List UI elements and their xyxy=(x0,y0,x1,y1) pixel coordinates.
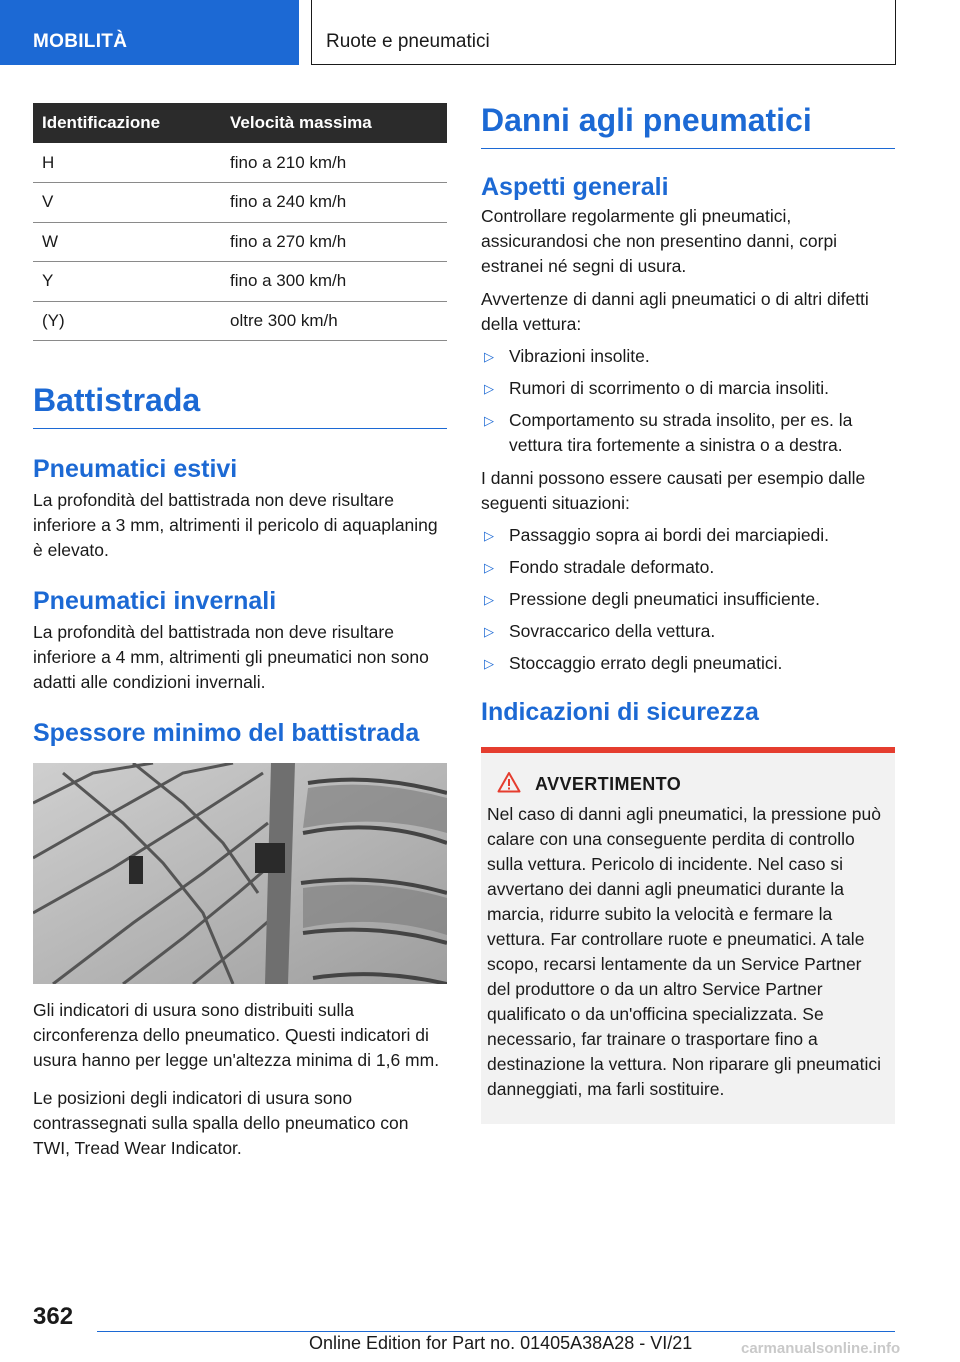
bullet-triangle-icon: ▷ xyxy=(484,559,494,575)
watermark-logo: carmanualsonline.info xyxy=(741,1340,901,1357)
damage-causes-intro: I danni possono essere causati per esempio dalle seguenti situazioni: xyxy=(481,467,866,513)
tread-heading: Battistrada xyxy=(33,383,447,429)
table-cell: H xyxy=(33,143,220,183)
table-cell: (Y) xyxy=(33,301,220,341)
min-tread-heading: Spessore minimo del battistrada xyxy=(33,718,420,747)
table-row xyxy=(33,222,447,262)
list-item: ▷ Passaggio sopra ai bordi dei marciapiedi. xyxy=(481,523,895,548)
table-cell: fino a 270 km/h xyxy=(220,222,447,262)
section-title: MOBILITÀ xyxy=(33,31,128,52)
list-item: ▷ Comportamento su strada insolito, per es. la vettura tira fortemente a sinistra o a destra. xyxy=(484,409,853,455)
general-aspects-heading: Aspetti generali xyxy=(481,173,669,202)
list-item: ▷ Vibrazioni insolite. xyxy=(481,344,895,369)
table-row xyxy=(33,183,447,223)
table-cell: Y xyxy=(33,262,220,302)
bullet-triangle-icon: ▷ xyxy=(484,591,494,607)
table-header-cell: Identificazione xyxy=(33,103,220,143)
table-cell: fino a 300 km/h xyxy=(220,262,447,302)
damage-signs-intro: Avvertenze di danni agli pneumatici o di altri difetti della vettura: xyxy=(481,288,869,334)
table-cell: fino a 240 km/h xyxy=(220,183,447,223)
table-row xyxy=(33,143,447,183)
min-tread-text-1: Gli indicatori di usura sono distribuiti sulla circonferenza dello pneumatico. Questi indicatori di usura hanno per legge un'altezza minima di 1,6 mm. xyxy=(33,1000,440,1071)
right-column xyxy=(481,103,895,1124)
list-item: ▷ Sovraccarico della vettura. xyxy=(481,619,895,644)
tyre-damage-heading: Danni agli pneumatici xyxy=(481,103,895,149)
warning-title: AVVERTIMENTO xyxy=(535,773,682,794)
warning-header xyxy=(487,771,885,798)
left-column xyxy=(33,103,447,1161)
edition-text: Online Edition for Part no. 01405A38A28 - VI/21 xyxy=(309,1333,693,1353)
safety-heading: Indicazioni di sicurezza xyxy=(481,697,759,726)
footer-divider xyxy=(97,1331,895,1332)
summer-tyres-heading: Pneumatici estivi xyxy=(33,455,238,484)
bullet-triangle-icon: ▷ xyxy=(484,348,494,364)
section-tab xyxy=(0,0,299,65)
chapter-tab xyxy=(311,0,896,65)
bullet-triangle-icon: ▷ xyxy=(484,380,494,396)
bullet-triangle-icon: ▷ xyxy=(484,655,494,671)
table-cell: W xyxy=(33,222,220,262)
bullet-triangle-icon: ▷ xyxy=(484,412,494,428)
bullet-triangle-icon: ▷ xyxy=(484,623,494,639)
warning-box xyxy=(481,747,895,1124)
winter-tyres-heading: Pneumatici invernali xyxy=(33,586,277,615)
table-cell: V xyxy=(33,183,220,223)
min-tread-text-2: Le posizioni degli indicatori di usura sono contrassegnati sulla spalla dello pneumatico con TWI, Tread Wear Indicator. xyxy=(33,1088,409,1159)
table-cell: fino a 210 km/h xyxy=(220,143,447,183)
list-item: ▷ Pressione degli pneumatici insufficiente. xyxy=(481,587,895,612)
table-row xyxy=(33,301,447,341)
damage-signs-list xyxy=(481,344,895,458)
summer-tyres-text: La profondità del battistrada non deve risultare inferiore a 3 mm, altrimenti il pericolo di aquaplaning è elevato. xyxy=(33,489,438,560)
damage-causes-list xyxy=(481,523,895,676)
list-item: ▷ Fondo stradale deformato. xyxy=(481,555,895,580)
chapter-title: Ruote e pneumatici xyxy=(326,31,490,52)
bullet-triangle-icon: ▷ xyxy=(484,527,494,543)
page-number: 362 xyxy=(33,1303,74,1330)
table-cell: oltre 300 km/h xyxy=(220,301,447,341)
list-item: ▷ Stoccaggio errato degli pneumatici. xyxy=(481,651,895,676)
tread-wear-indicator-image xyxy=(33,763,447,984)
table-header-cell: Velocità massima xyxy=(220,103,447,143)
speed-rating-table xyxy=(33,103,447,341)
general-aspects-text: Controllare regolarmente gli pneumatici, assicurandosi che non presentino danni, corpi estranei né segni di usura. xyxy=(481,205,838,276)
warning-triangle-icon xyxy=(497,771,521,798)
warning-text: Nel caso di danni agli pneumatici, la pressione può calare con una conseguente perdita di controllo sulla vettura. Pericolo di incidente. Nel caso si avvertano dei danni agli pneumatici durante la marcia, ridurre subito la velocità e fermare la vettura. Far controllare ruote e pneumatici. A tale scopo, recarsi lentamente da un Service Partner del produttore o da un altro Service Partner qualificato o da un'officina specializzata. Se necessario, far trainare o trasportare fino a destinazione la vettura. Non riparare gli pneumatici danneggiati, ma farli sostituire. xyxy=(487,803,881,1099)
table-header-row xyxy=(33,103,447,143)
list-item: ▷ Rumori di scorrimento o di marcia insoliti. xyxy=(481,376,895,401)
winter-tyres-text: La profondità del battistrada non deve risultare inferiore a 4 mm, altrimenti gli pneumatici non sono adatti alle condizioni invernali. xyxy=(33,621,429,692)
table-row xyxy=(33,262,447,302)
